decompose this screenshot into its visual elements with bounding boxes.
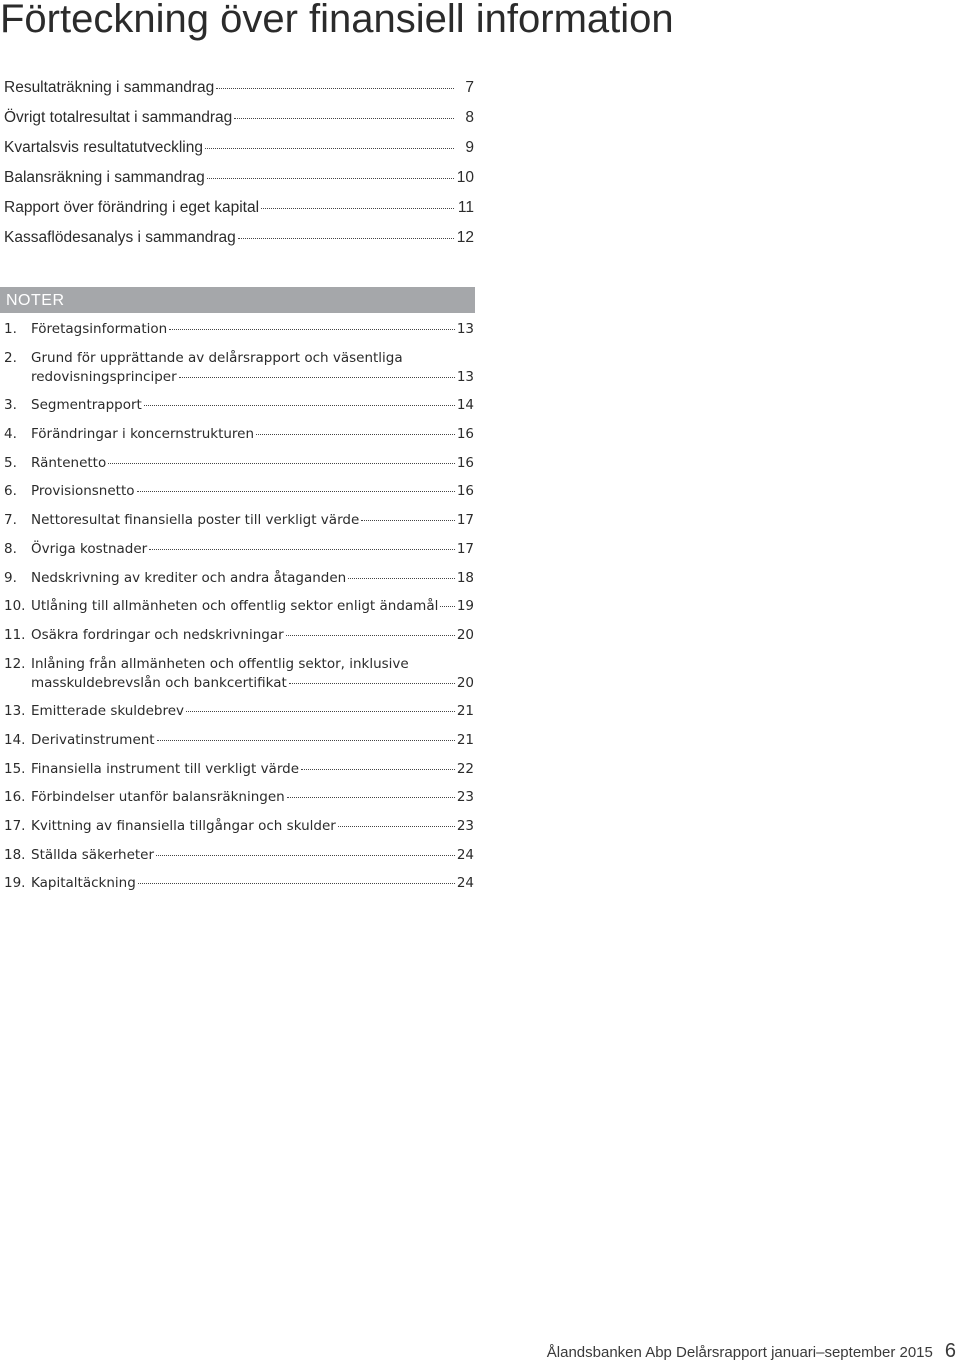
dot-leader bbox=[348, 577, 455, 579]
note-number: 16. bbox=[4, 789, 26, 806]
toc-entry-label: Rapport över förändring i eget kapital bbox=[4, 199, 260, 216]
note-number: 13. bbox=[4, 703, 26, 720]
note-number: 14. bbox=[4, 731, 26, 748]
note-label: Emitterade skuldebrev bbox=[31, 703, 185, 720]
dot-leader bbox=[216, 87, 454, 89]
toc-entry[interactable] bbox=[4, 108, 474, 138]
note-page: 19 bbox=[456, 598, 474, 615]
note-entry[interactable] bbox=[4, 425, 474, 444]
note-page: 23 bbox=[456, 789, 474, 806]
note-entry[interactable] bbox=[4, 817, 474, 836]
note-entry[interactable] bbox=[4, 731, 474, 750]
note-label: Förbindelser utanför balansräkningen bbox=[31, 789, 285, 806]
note-entry[interactable] bbox=[4, 320, 474, 339]
note-label: Utlåning till allmänheten och offentlig sektor enligt ändamål bbox=[31, 598, 439, 615]
dot-leader bbox=[205, 147, 454, 149]
note-number: 4. bbox=[4, 426, 17, 443]
note-page: 20 bbox=[456, 674, 474, 691]
note-label: Övriga kostnader bbox=[31, 540, 148, 557]
note-page: 24 bbox=[456, 875, 474, 892]
toc-entry-page: 10 bbox=[456, 169, 474, 186]
note-entry[interactable] bbox=[4, 626, 474, 645]
dot-leader bbox=[169, 328, 455, 330]
note-page: 16 bbox=[456, 454, 474, 471]
toc-entry-label: Kassaflödesanalys i sammandrag bbox=[4, 229, 236, 246]
note-number: 12. bbox=[4, 655, 26, 672]
note-number: 3. bbox=[4, 397, 17, 414]
dot-leader bbox=[238, 237, 454, 239]
note-page: 18 bbox=[456, 569, 474, 586]
note-entry[interactable] bbox=[4, 655, 474, 693]
note-label: Nettoresultat finansiella poster till verkligt värde bbox=[31, 512, 360, 529]
dot-leader bbox=[137, 490, 455, 492]
toc-entry-label: Kvartalsvis resultatutveckling bbox=[4, 139, 203, 156]
note-page: 22 bbox=[456, 760, 474, 777]
dot-leader bbox=[138, 882, 455, 884]
note-number: 5. bbox=[4, 454, 17, 471]
footer-text: Ålandsbanken Abp Delårsrapport januari–september 2015 bbox=[546, 1344, 933, 1361]
note-page: 21 bbox=[456, 703, 474, 720]
note-entry[interactable] bbox=[4, 874, 474, 893]
note-entry[interactable] bbox=[4, 454, 474, 473]
note-page: 20 bbox=[456, 626, 474, 643]
toc-entry-label: Övrigt totalresultat i sammandrag bbox=[4, 109, 233, 126]
dot-leader bbox=[186, 710, 455, 712]
note-number: 1. bbox=[4, 321, 17, 337]
note-page: 17 bbox=[456, 540, 474, 557]
page-title: Förteckning över finansiell information bbox=[0, 0, 674, 41]
toc-entry[interactable] bbox=[4, 198, 474, 228]
note-entry[interactable] bbox=[4, 569, 474, 588]
toc-entry-page: 12 bbox=[456, 229, 474, 246]
note-label-line: Grund för upprättande av delårsrapport och väsentliga bbox=[31, 349, 403, 366]
note-number: 7. bbox=[4, 512, 17, 529]
noter-heading: NOTER bbox=[0, 287, 475, 313]
note-label: Finansiella instrument till verkligt värde bbox=[31, 760, 300, 777]
note-number: 19. bbox=[4, 875, 26, 892]
note-page: 16 bbox=[456, 483, 474, 500]
note-page: 23 bbox=[456, 818, 474, 834]
note-label-line: Inlåning från allmänheten och offentlig sektor, inklusive bbox=[31, 655, 409, 672]
note-number: 11. bbox=[4, 626, 26, 643]
note-label: Räntenetto bbox=[31, 454, 107, 471]
note-page: 13 bbox=[456, 321, 474, 337]
note-page: 14 bbox=[456, 397, 474, 414]
toc-entry-page: 8 bbox=[465, 109, 474, 126]
note-page: 24 bbox=[456, 846, 474, 863]
toc-entry-page: 11 bbox=[457, 199, 474, 216]
note-entry[interactable] bbox=[4, 846, 474, 865]
note-label: Nedskrivning av krediter och andra åtaganden bbox=[31, 569, 347, 586]
dot-leader bbox=[157, 739, 455, 741]
note-label: Ställda säkerheter bbox=[31, 846, 155, 863]
dot-leader bbox=[207, 177, 454, 179]
note-number: 17. bbox=[4, 818, 26, 834]
note-entry[interactable] bbox=[4, 396, 474, 415]
page-footer bbox=[547, 1340, 956, 1363]
note-label: Kvittning av finansiella tillgångar och skulder bbox=[31, 818, 336, 834]
note-page: 16 bbox=[456, 426, 474, 443]
note-entry[interactable] bbox=[4, 511, 474, 530]
toc-entry[interactable] bbox=[4, 78, 474, 108]
toc-entry-label: Resultaträkning i sammandrag bbox=[4, 79, 215, 96]
note-number: 2. bbox=[4, 349, 17, 366]
note-entry[interactable] bbox=[4, 482, 474, 501]
note-number: 10. bbox=[4, 598, 26, 615]
dot-leader bbox=[156, 854, 455, 856]
toc-entry[interactable] bbox=[4, 168, 474, 198]
dot-leader bbox=[440, 605, 454, 607]
note-label: Derivatinstrument bbox=[31, 731, 155, 748]
note-number: 18. bbox=[4, 846, 26, 863]
dot-leader bbox=[256, 433, 455, 435]
note-entry[interactable] bbox=[4, 788, 474, 807]
note-label: redovisningsprinciper bbox=[31, 368, 177, 385]
dot-leader bbox=[234, 117, 454, 119]
note-number: 15. bbox=[4, 760, 26, 777]
note-entry[interactable] bbox=[4, 540, 474, 559]
dot-leader bbox=[179, 376, 455, 378]
note-label: Förändringar i koncernstrukturen bbox=[31, 426, 255, 443]
page-number: 6 bbox=[944, 1340, 956, 1362]
note-page: 17 bbox=[456, 512, 474, 529]
note-page: 21 bbox=[456, 731, 474, 748]
note-label: Kapitaltäckning bbox=[31, 875, 136, 892]
note-label: Segmentrapport bbox=[31, 397, 142, 414]
dot-leader bbox=[261, 207, 454, 209]
note-entry[interactable] bbox=[4, 702, 474, 721]
toc-entry-page: 9 bbox=[465, 139, 474, 156]
dot-leader bbox=[108, 462, 455, 464]
dot-leader bbox=[149, 548, 455, 550]
toc-entry-label: Balansräkning i sammandrag bbox=[4, 169, 205, 186]
toc-main-list bbox=[4, 78, 474, 258]
dot-leader bbox=[286, 634, 455, 636]
note-entry[interactable] bbox=[4, 597, 474, 616]
note-page: 13 bbox=[456, 368, 474, 385]
dot-leader bbox=[144, 404, 455, 406]
note-label: masskuldebrevslån och bankcertifikat bbox=[31, 674, 287, 691]
note-label: Företagsinformation bbox=[31, 321, 168, 337]
dot-leader bbox=[287, 796, 455, 798]
note-label: Provisionsnetto bbox=[31, 483, 135, 500]
note-number: 9. bbox=[4, 569, 17, 586]
dot-leader bbox=[301, 768, 455, 770]
note-label: Osäkra fordringar och nedskrivningar bbox=[31, 626, 284, 643]
note-number: 6. bbox=[4, 483, 17, 500]
toc-entry-page: 7 bbox=[465, 79, 474, 96]
notes-list bbox=[4, 320, 474, 903]
toc-entry[interactable] bbox=[4, 138, 474, 168]
dot-leader bbox=[338, 825, 455, 827]
note-entry[interactable] bbox=[4, 349, 474, 387]
note-entry[interactable] bbox=[4, 760, 474, 779]
note-number: 8. bbox=[4, 540, 17, 557]
toc-entry[interactable] bbox=[4, 228, 474, 258]
dot-leader bbox=[289, 682, 455, 684]
dot-leader bbox=[361, 519, 455, 521]
